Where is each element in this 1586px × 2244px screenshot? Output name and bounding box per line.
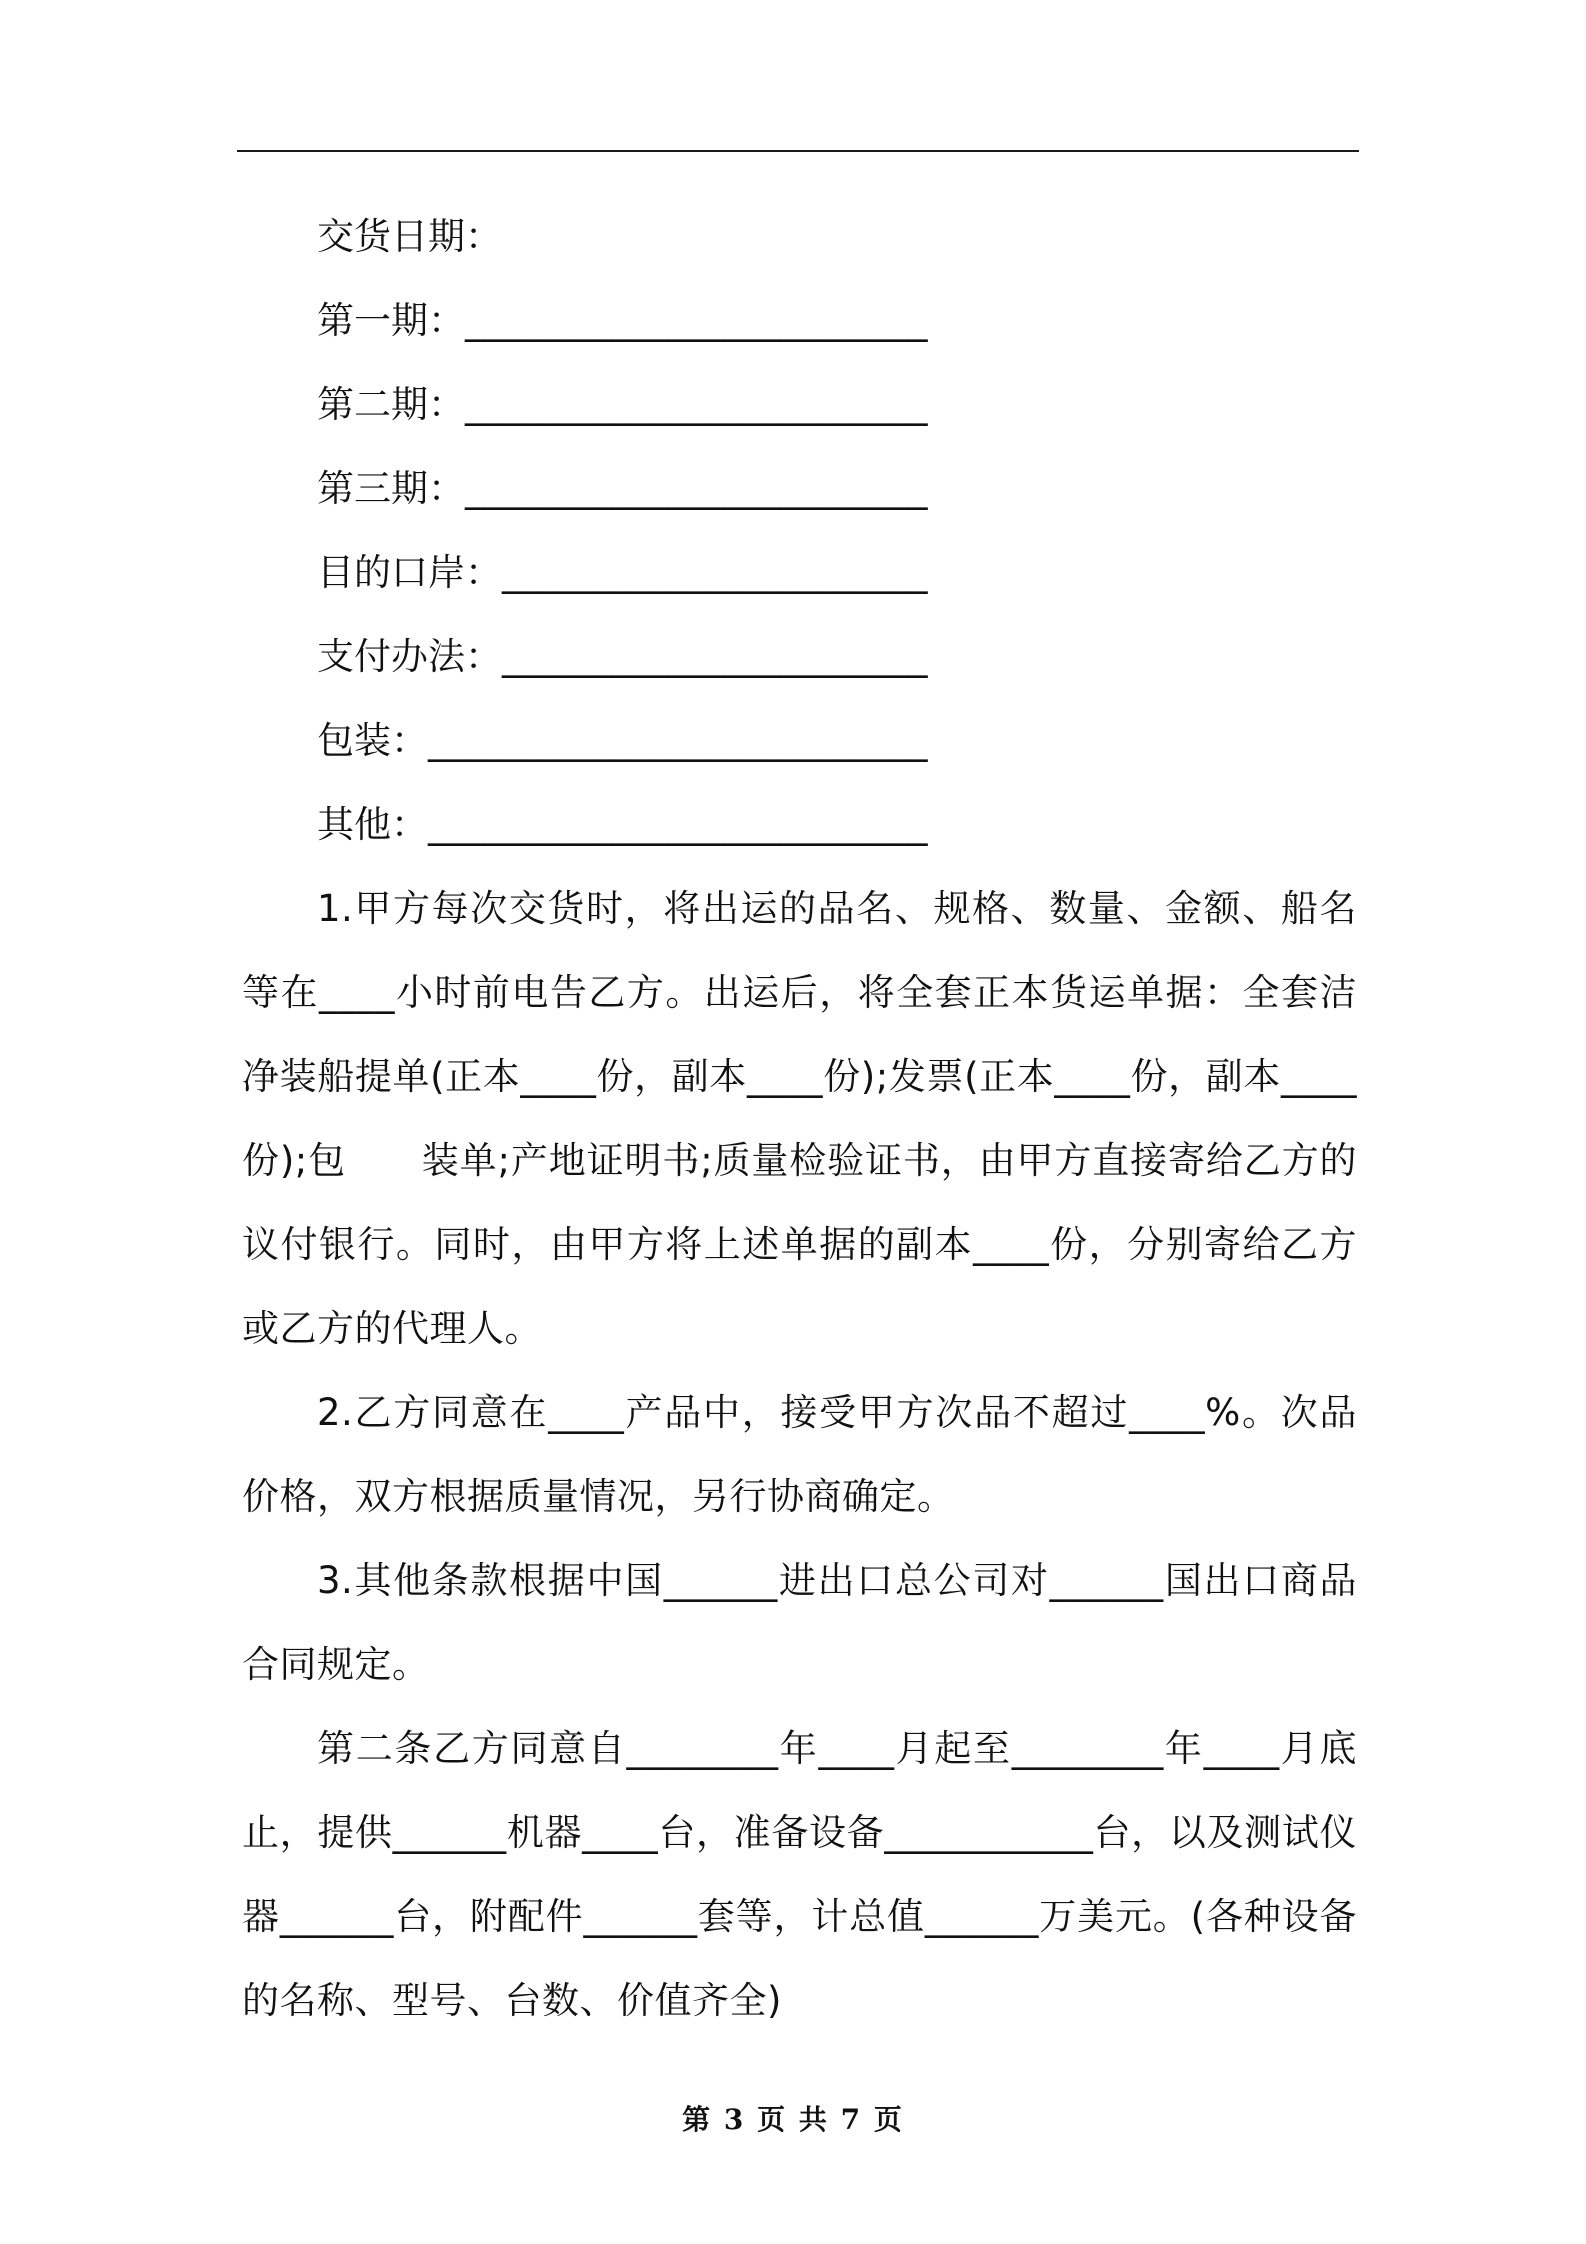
header-rule bbox=[237, 150, 1359, 152]
field-phase-1: 第一期：_________________________ bbox=[317, 299, 928, 342]
field-destination-port: 目的口岸：_______________________ bbox=[317, 551, 928, 594]
clause-1: 1.甲方每次交货时，将出运的品名、规格、数量、金额、船名等在____小时前电告乙方。出运后，将全套正本货运单据：全套洁净装船提单(正本____份，副本____份);发票(正本____份，副本____份);包 装单;产地证明书;质量检验证书，由甲方直接寄给乙方的议付银行。同时，由甲方将上述单据的副本____份，分别寄给乙方或乙方的代理人。 bbox=[242, 887, 1357, 1350]
document-body bbox=[242, 195, 1357, 2043]
page-footer: 第 3 页 共 7 页 bbox=[682, 2103, 904, 2136]
clause-3: 3.其他条款根据中国______进出口总公司对______国出口商品合同规定。 bbox=[242, 1559, 1357, 1686]
field-phase-2: 第二期：_________________________ bbox=[317, 383, 928, 426]
article-2: 第二条乙方同意自________年____月起至________年____月底止，提供______机器____台，准备设备___________台，以及测试仪器______台，附配件______套等，计总值______万美元。(各种设备的名称、型号、台数、价值齐全) bbox=[242, 1727, 1357, 2022]
field-phase-3: 第三期：_________________________ bbox=[317, 467, 928, 510]
field-packaging: 包装：___________________________ bbox=[317, 719, 928, 762]
delivery-date-label: 交货日期： bbox=[317, 215, 502, 258]
field-payment-method: 支付办法：_______________________ bbox=[317, 635, 928, 678]
field-other: 其他：___________________________ bbox=[317, 803, 928, 846]
clause-2: 2.乙方同意在____产品中，接受甲方次品不超过____%。次品价格，双方根据质量情况，另行协商确定。 bbox=[242, 1391, 1357, 1518]
